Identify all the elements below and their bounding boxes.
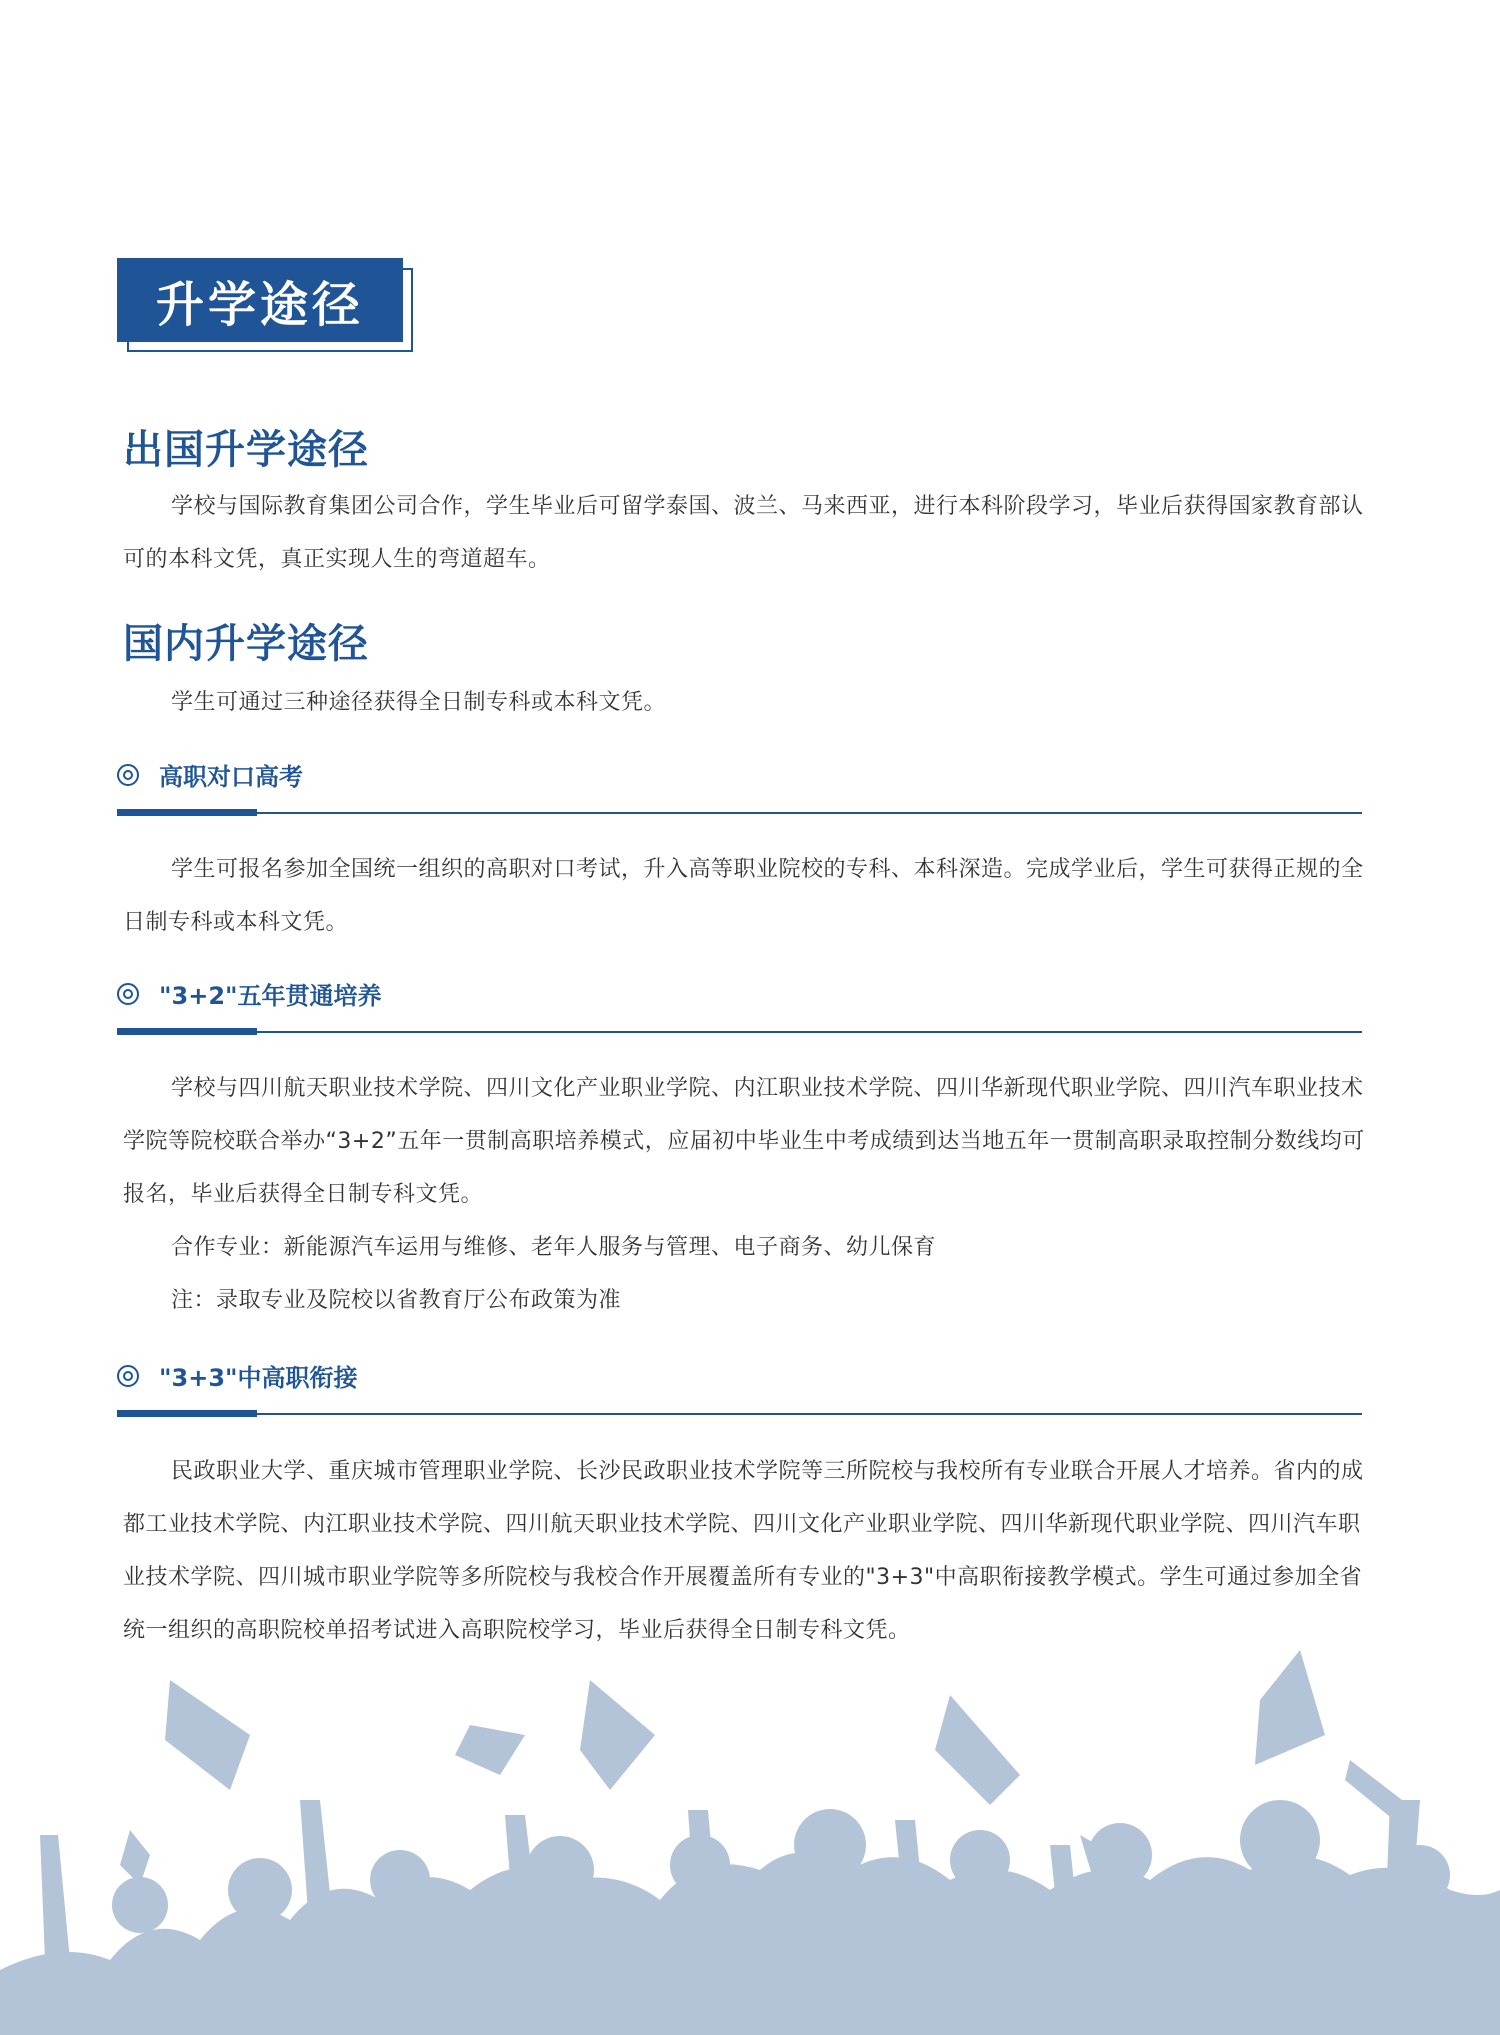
bullet-ring-icon: [117, 764, 139, 786]
divider-accent: [117, 1410, 257, 1417]
route-title: 高职对口高考: [159, 763, 303, 791]
route-3plus3: [117, 1356, 1362, 1396]
banner-title: 升学途径: [117, 258, 403, 342]
divider-accent: [117, 809, 257, 816]
divider: [117, 1413, 1362, 1415]
route3-paragraph: 民政职业大学、重庆城市管理职业学院、长沙民政职业技术学院等三所院校与我校所有专业联合开展人才培养。省内的成都工业技术学院、内江职业技术学院、四川航天职业技术学院、四川文化产业职业学院、四川华新现代职业学院、四川汽车职业技术学院、四川城市职业学院等多所院校与我校合作开展覆盖所有专业的"3+3"中高职衔接教学模式。学生可通过参加全省统一组织的高职院校单招考试进入高职院校学习，毕业后获得全日制专科文凭。: [123, 1459, 1364, 1643]
abroad-paragraph: 学校与国际教育集团公司合作，学生毕业后可留学泰国、波兰、马来西亚，进行本科阶段学习，毕业后获得国家教育部认可的本科文凭，真正实现人生的弯道超车。: [123, 494, 1364, 572]
domestic-heading: 国内升学途径: [123, 621, 369, 667]
route-gaozhi-duikou: [117, 755, 1362, 795]
abroad-heading: 出国升学途径: [123, 427, 369, 473]
divider: [117, 812, 1362, 814]
route-title: "3+3"中高职衔接: [159, 1364, 358, 1392]
route2-majors: 合作专业：新能源汽车运用与维修、老年人服务与管理、电子商务、幼儿保育: [171, 1235, 937, 1260]
divider-accent: [117, 1028, 257, 1035]
graduation-silhouette-illustration: [0, 1640, 1500, 2035]
route-title: "3+2"五年贯通培养: [159, 982, 382, 1010]
section-banner: [117, 258, 415, 354]
divider: [117, 1031, 1362, 1033]
bullet-ring-icon: [117, 983, 139, 1005]
bullet-ring-icon: [117, 1365, 139, 1387]
domestic-intro: 学生可通过三种途径获得全日制专科或本科文凭。: [171, 690, 667, 715]
route2-note: 注：录取专业及院校以省教育厅公布政策为准: [171, 1288, 622, 1313]
route-3plus2: [117, 974, 1362, 1014]
route1-paragraph: 学生可报名参加全国统一组织的高职对口考试，升入高等职业院校的专科、本科深造。完成学业后，学生可获得正规的全日制专科或本科文凭。: [123, 857, 1364, 935]
route2-paragraph: 学校与四川航天职业技术学院、四川文化产业职业学院、内江职业技术学院、四川华新现代职业学院、四川汽车职业技术学院等院校联合举办“3+2”五年一贯制高职培养模式，应届初中毕业生中考成绩到达当地五年一贯制高职录取控制分数线均可报名，毕业后获得全日制专科文凭。: [123, 1076, 1365, 1207]
